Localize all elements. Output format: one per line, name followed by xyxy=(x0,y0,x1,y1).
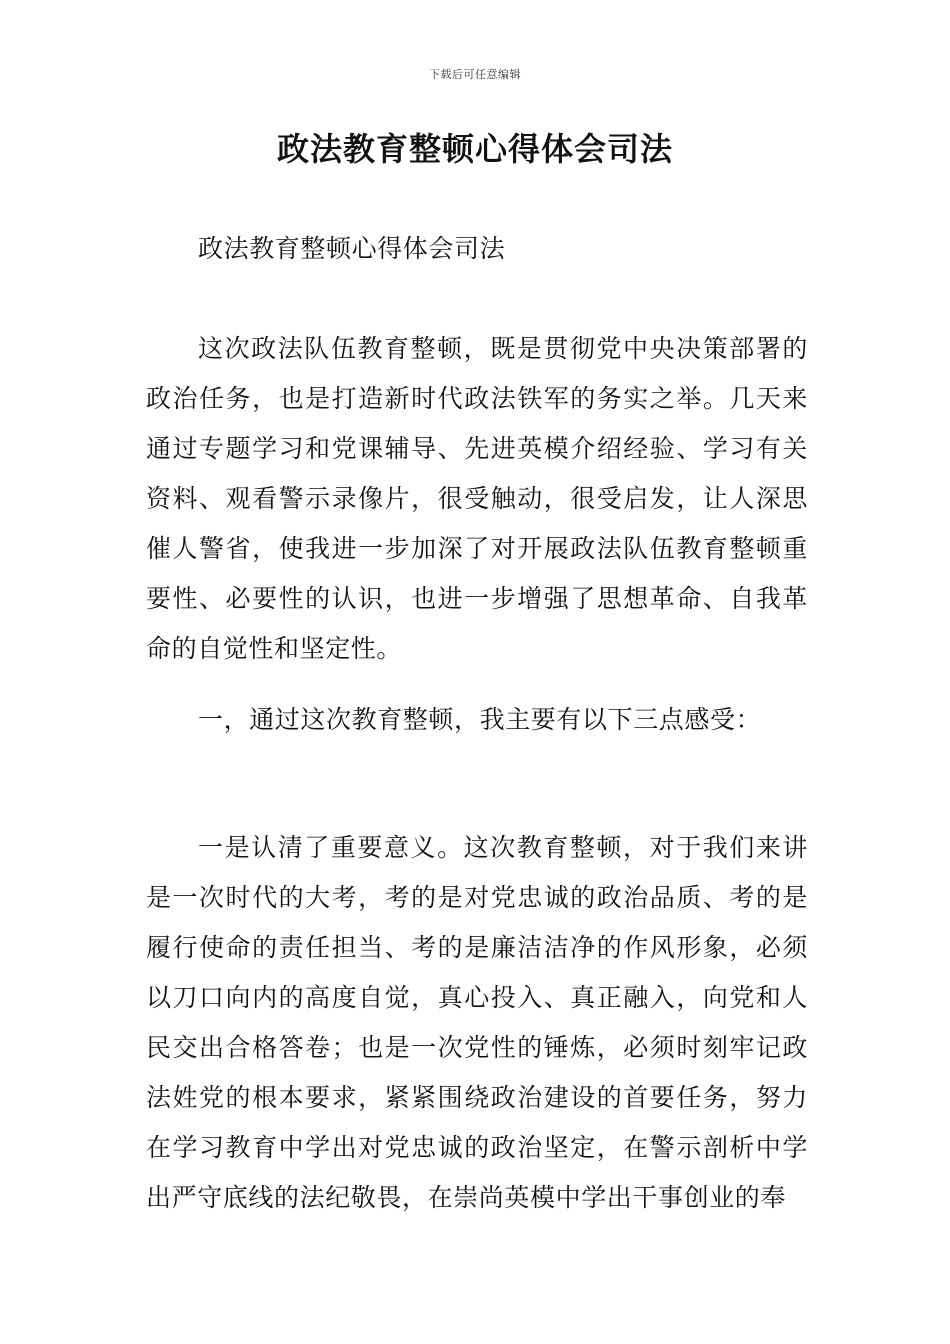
document-title: 政法教育整顿心得体会司法 xyxy=(276,130,673,168)
document-subtitle: 政法教育整顿心得体会司法 xyxy=(198,234,506,263)
paragraph-section-heading: 一，通过这次教育整顿，我主要有以下三点感受： xyxy=(198,705,762,734)
paragraph-point-one: 一是认清了重要意义。这次教育整顿，对于我们来讲是一次时代的大考，考的是对党忠诚的政治品质、考的是履行使命的责任担当、考的是廉洁洁净的作风形象，必须以刀口向内的高度自觉，真心投入、真正融入，向党和人民交出合格答卷；也是一次党性的锤炼，必须时刻牢记政法姓党的根本要求，紧紧围绕政治建设的首要任务，努力在学习教育中学出对党忠诚的政治坚定，在警示剖析中学出严守底线的法纪敬畏，在崇尚英模中学出干事创业的奉 xyxy=(146,833,808,1212)
paragraph-intro: 这次政法队伍教育整顿，既是贯彻党中央决策部署的政治任务，也是打造新时代政法铁军的务实之举。几天来通过专题学习和党课辅导、先进英模介绍经验、学习有关资料、观看警示录像片，很受触动，很受启发，让人深思催人警省，使我进一步加深了对开展政法队伍教育整顿重要性、必要性的认识，也进一步增强了思想革命、自我革命的自觉性和坚定性。 xyxy=(146,334,808,663)
header-note: 下载后可任意编辑 xyxy=(429,68,521,81)
